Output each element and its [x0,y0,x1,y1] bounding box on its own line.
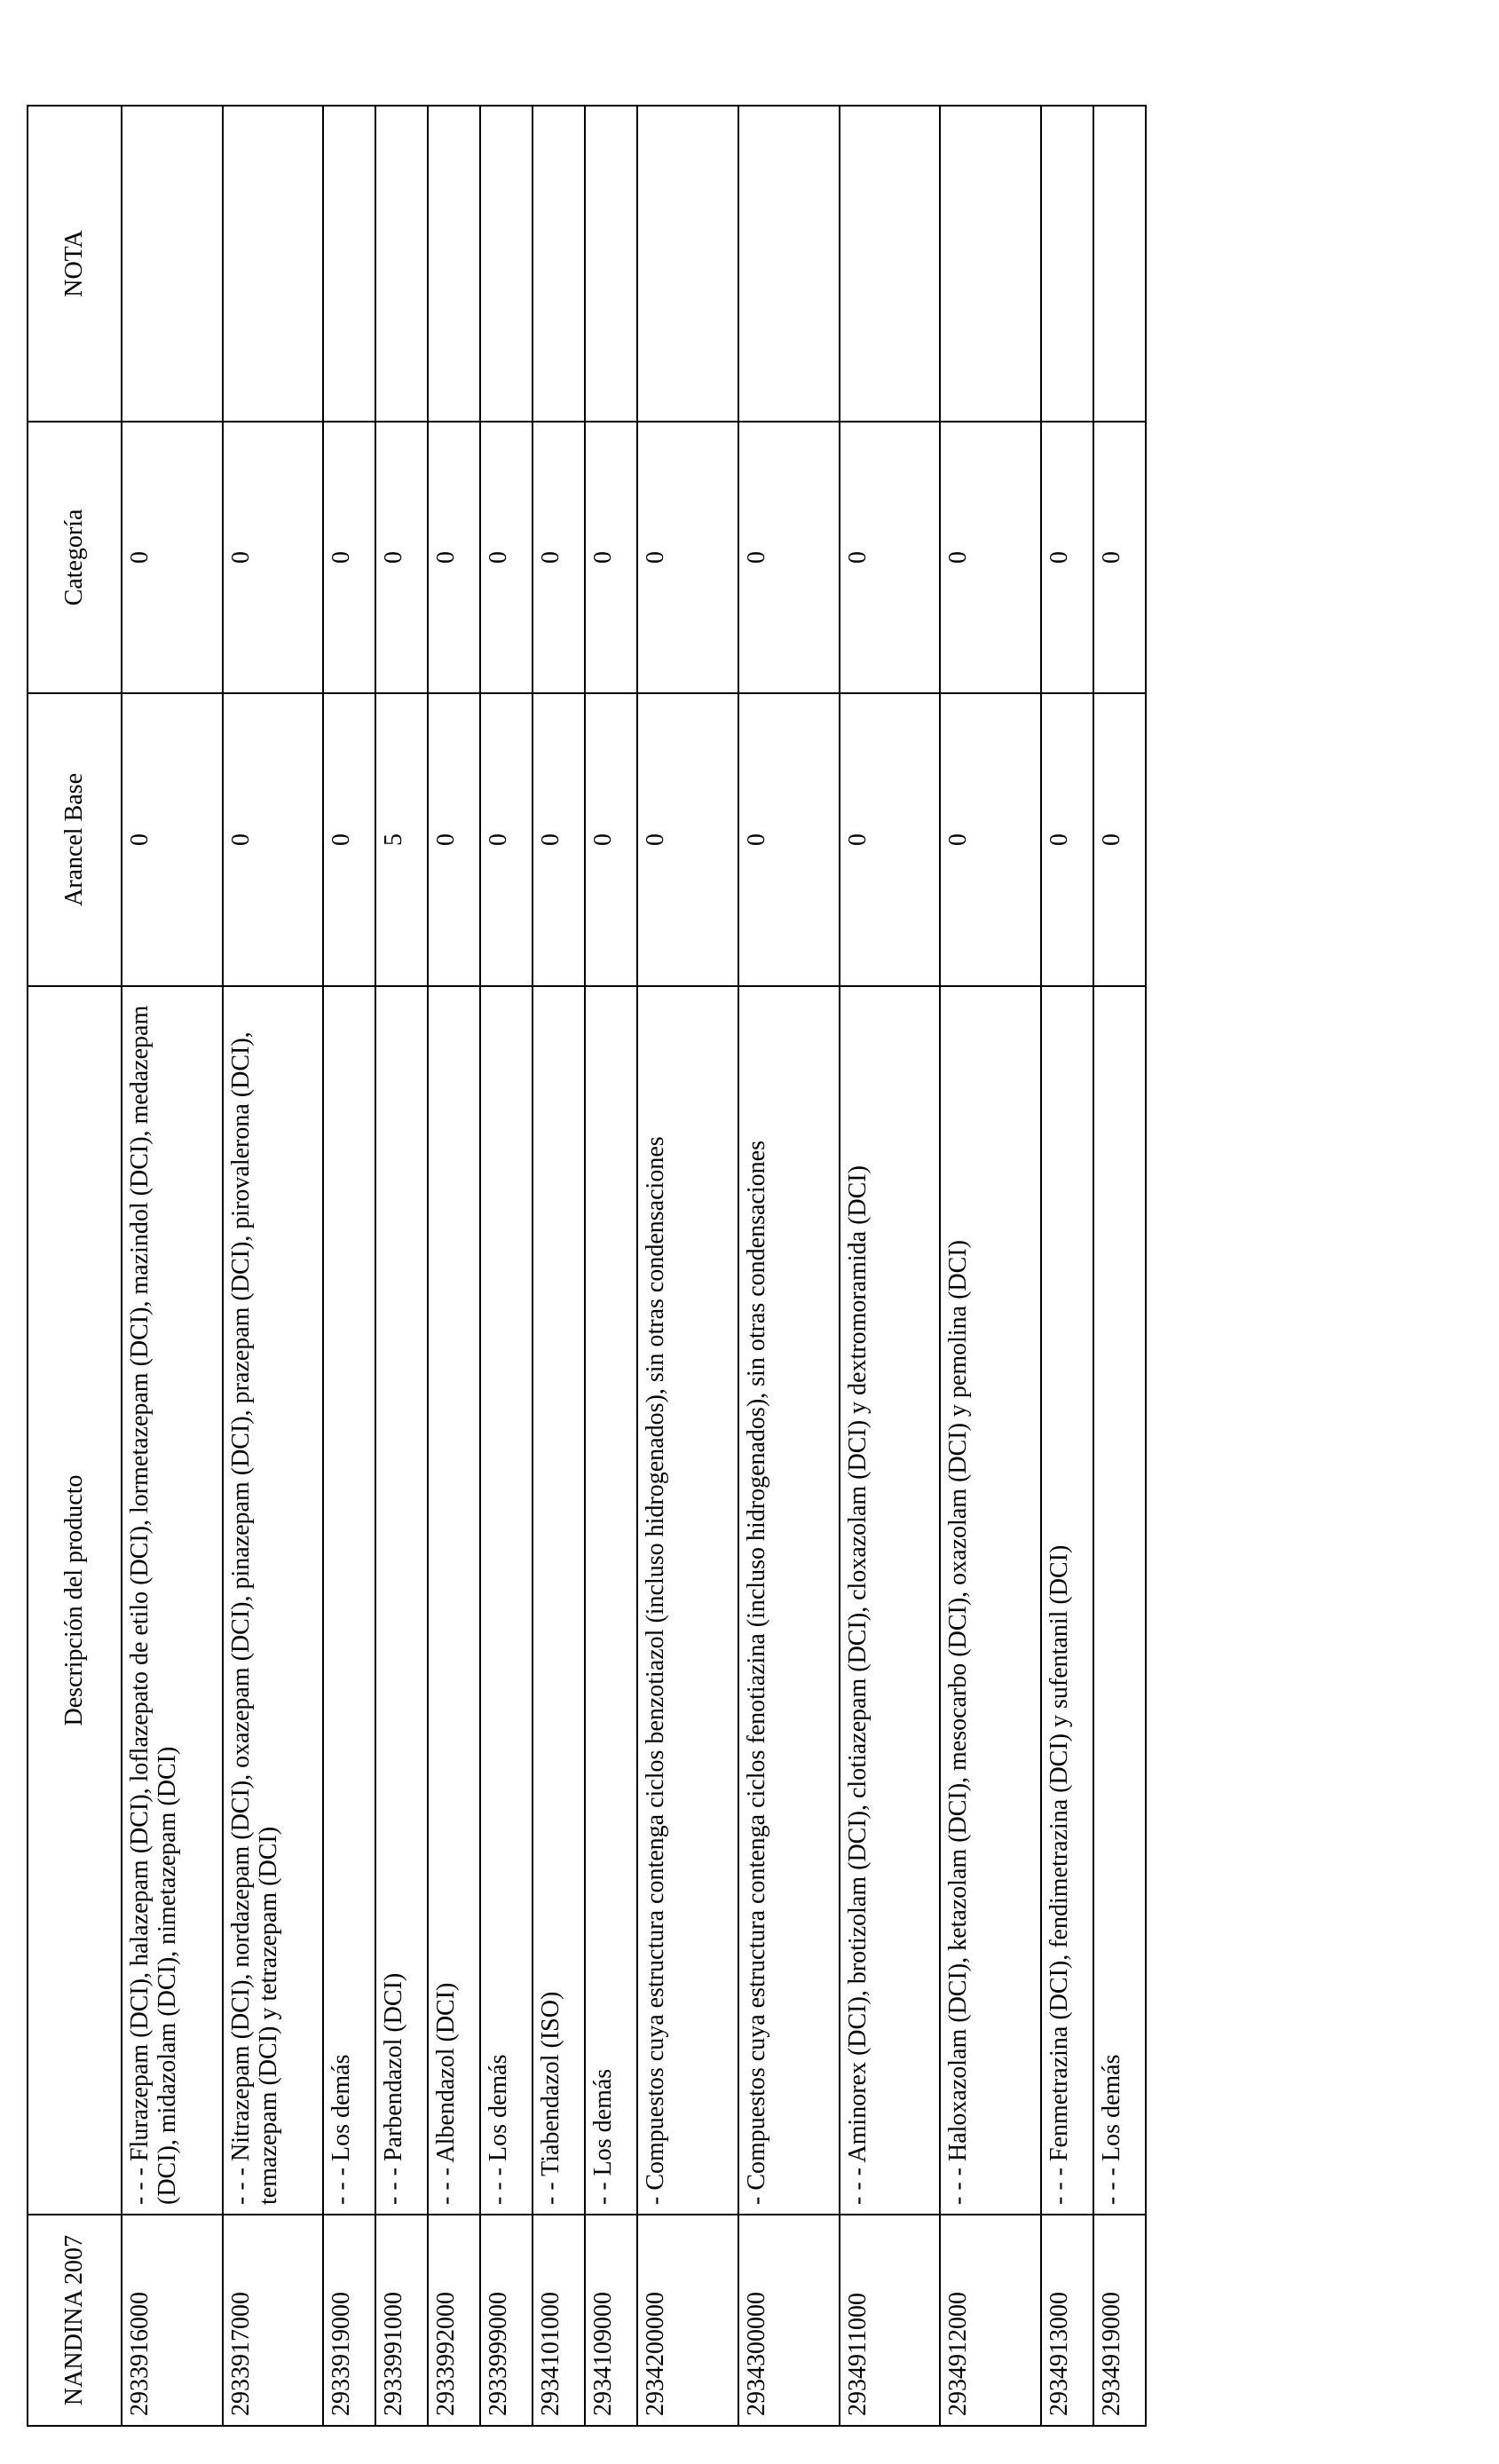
cell-description: - - - Nitrazepam (DCI), nordazepam (DCI), oxazepam (DCI), pinazepam (DCI), prazepam (DCI), pirovalerona (DCI), temazepam (DCI) y tetrazepam (DCI) [223,986,324,2215]
cell-note [480,106,533,422]
cell-nandina-code: 2934913000 [1041,2215,1093,2426]
cell-nandina-code: 2933916000 [122,2215,223,2426]
table-row [637,106,738,2426]
cell-description: - - Tiabendazol (ISO) [533,986,585,2215]
cell-note [840,106,941,422]
cell-description: - - - Flurazepam (DCI), halazepam (DCI), loflazepato de etilo (DCI), lormetazepam (DCI), mazindol (DCI), medazepam (DCI), midazolam (DCI), nimetazepam (DCI) [122,986,223,2215]
cell-nandina-code: 2934101000 [533,2215,585,2426]
cell-category: 0 [1041,422,1093,693]
cell-category: 0 [637,422,738,693]
table-row [122,106,223,2426]
cell-category: 0 [223,422,324,693]
cell-nandina-code: 2933917000 [223,2215,324,2426]
cell-category: 0 [585,422,637,693]
table-row [375,106,428,2426]
cell-nandina-code: 2933919000 [323,2215,375,2426]
table-row [323,106,375,2426]
table-body [122,106,1146,2426]
cell-description: - - - Aminorex (DCI), brotizolam (DCI), clotiazepam (DCI), cloxazolam (DCI) y dextromoramida (DCI) [840,986,941,2215]
cell-description: - - - Los demás [480,986,533,2215]
cell-note [533,106,585,422]
table-row [480,106,533,2426]
table-row [585,106,637,2426]
cell-base-tariff: 0 [223,693,324,986]
table-row [738,106,840,2426]
cell-category: 0 [533,422,585,693]
cell-nandina-code: 2934911000 [840,2215,941,2426]
table-row [223,106,324,2426]
header-category: Categoría [28,422,122,693]
header-nandina: NANDINA 2007 [28,2215,122,2426]
cell-nandina-code: 2934200000 [637,2215,738,2426]
cell-category: 0 [122,422,223,693]
cell-description: - - - Albendazol (DCI) [428,986,480,2215]
cell-nandina-code: 2933991000 [375,2215,428,2426]
cell-description: - - - Los demás [323,986,375,2215]
cell-category: 0 [375,422,428,693]
table-row [840,106,941,2426]
cell-nandina-code: 2933999000 [480,2215,533,2426]
cell-note [323,106,375,422]
tariff-table [27,105,1147,2427]
cell-description: - - Los demás [585,986,637,2215]
table-row [428,106,480,2426]
cell-description: - Compuestos cuya estructura contenga ciclos benzotiazol (incluso hidrogenados), sin otras condensaciones [637,986,738,2215]
cell-base-tariff: 0 [940,693,1041,986]
cell-category: 0 [480,422,533,693]
cell-nandina-code: 2934912000 [940,2215,1041,2426]
cell-base-tariff: 0 [533,693,585,986]
cell-note [585,106,637,422]
cell-note [738,106,840,422]
cell-note [940,106,1041,422]
cell-base-tariff: 0 [1041,693,1093,986]
cell-base-tariff: 0 [637,693,738,986]
cell-note [1041,106,1093,422]
cell-nandina-code: 2934919000 [1093,2215,1146,2426]
cell-category: 0 [738,422,840,693]
cell-base-tariff: 0 [738,693,840,986]
cell-description: - - - Fenmetrazina (DCI), fendimetrazina (DCI) y sufentanil (DCI) [1041,986,1093,2215]
cell-base-tariff: 0 [122,693,223,986]
cell-note [122,106,223,422]
cell-base-tariff: 0 [323,693,375,986]
table-row [940,106,1041,2426]
header-note: NOTA [28,106,122,422]
cell-base-tariff: 0 [1093,693,1146,986]
cell-base-tariff: 0 [480,693,533,986]
cell-base-tariff: 0 [840,693,941,986]
cell-category: 0 [1093,422,1146,693]
cell-note [428,106,480,422]
cell-base-tariff: 0 [428,693,480,986]
header-base-tariff: Arancel Base [28,693,122,986]
cell-note [375,106,428,422]
cell-description: - - - Los demás [1093,986,1146,2215]
cell-note [1093,106,1146,422]
cell-nandina-code: 2934300000 [738,2215,840,2426]
cell-nandina-code: 2934109000 [585,2215,637,2426]
cell-note [223,106,324,422]
cell-description: - - - Parbendazol (DCI) [375,986,428,2215]
cell-description: - Compuestos cuya estructura contenga ciclos fenotiazina (incluso hidrogenados), sin otras condensaciones [738,986,840,2215]
rotated-table-container [27,107,1147,2427]
table-row [1093,106,1146,2426]
cell-category: 0 [840,422,941,693]
cell-base-tariff: 0 [585,693,637,986]
cell-category: 0 [323,422,375,693]
header-description: Descripción del producto [28,986,122,2215]
cell-note [637,106,738,422]
table-row [1041,106,1093,2426]
cell-description: - - - Haloxazolam (DCI), ketazolam (DCI), mesocarbo (DCI), oxazolam (DCI) y pemolina (DCI) [940,986,1041,2215]
cell-category: 0 [940,422,1041,693]
table-header-row [28,106,122,2426]
cell-nandina-code: 2933992000 [428,2215,480,2426]
cell-base-tariff: 5 [375,693,428,986]
cell-category: 0 [428,422,480,693]
table-row [533,106,585,2426]
